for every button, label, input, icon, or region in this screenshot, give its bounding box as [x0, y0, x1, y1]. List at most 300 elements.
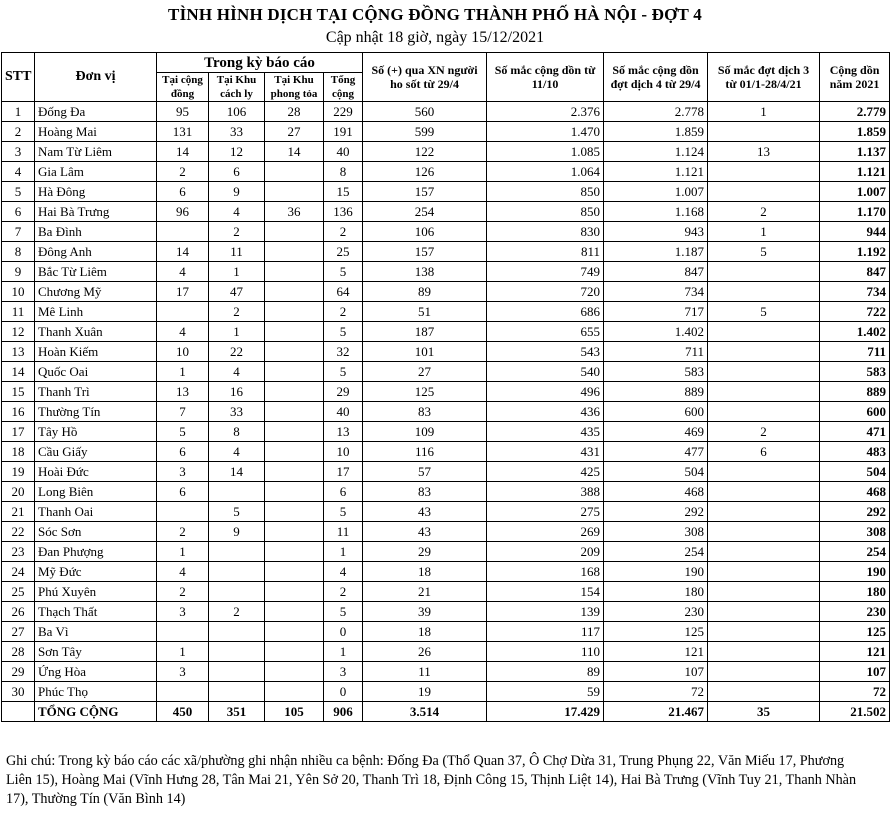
- cell-lockdown: [265, 422, 324, 442]
- cell-cum-2021: 292: [820, 502, 890, 522]
- cell-total: 191: [324, 122, 363, 142]
- cell-unit: Hà Đông: [35, 182, 157, 202]
- cell-unit: Đan Phượng: [35, 542, 157, 562]
- cell-cum-1110: 275: [487, 502, 604, 522]
- cell-positive: 89: [363, 282, 487, 302]
- cell-isolation: 6: [209, 162, 265, 182]
- cell-stt: 30: [2, 682, 35, 702]
- header-cum-2021: Cộng dồn năm 2021: [820, 53, 890, 102]
- cell-isolation: 2: [209, 222, 265, 242]
- cell-total: 10: [324, 442, 363, 462]
- cell-cum-2021: 889: [820, 382, 890, 402]
- cell-unit: Hoàng Mai: [35, 122, 157, 142]
- cell-cum-2021: 1.859: [820, 122, 890, 142]
- cell-total: 32: [324, 342, 363, 362]
- cell-cum-2021: 722: [820, 302, 890, 322]
- cell-cum-1110: 655: [487, 322, 604, 342]
- total-cum-2021: 21.502: [820, 702, 890, 722]
- cell-unit: Thanh Oai: [35, 502, 157, 522]
- cell-positive: 560: [363, 102, 487, 122]
- cell-cum-wave4: 254: [604, 542, 708, 562]
- cell-wave3: [708, 482, 820, 502]
- cell-total: 11: [324, 522, 363, 542]
- cell-positive: 157: [363, 242, 487, 262]
- header-positive: Số (+) qua XN người ho sốt từ 29/4: [363, 53, 487, 102]
- header-community: Tại cộng đồng: [157, 73, 209, 102]
- table-row: [2, 342, 890, 362]
- cell-cum-1110: 850: [487, 182, 604, 202]
- table-row: [2, 562, 890, 582]
- table-row: [2, 682, 890, 702]
- cell-isolation: 9: [209, 182, 265, 202]
- cell-lockdown: 36: [265, 202, 324, 222]
- cell-cum-2021: 471: [820, 422, 890, 442]
- cell-cum-wave4: 847: [604, 262, 708, 282]
- cell-lockdown: [265, 522, 324, 542]
- cell-cum-wave4: 1.187: [604, 242, 708, 262]
- cell-positive: 18: [363, 562, 487, 582]
- cell-cum-2021: 1.007: [820, 182, 890, 202]
- cell-lockdown: [265, 182, 324, 202]
- cell-wave3: [708, 342, 820, 362]
- cell-unit: Ba Đình: [35, 222, 157, 242]
- cell-cum-2021: 583: [820, 362, 890, 382]
- cell-cum-2021: 308: [820, 522, 890, 542]
- cell-stt: 1: [2, 102, 35, 122]
- cell-wave3: [708, 582, 820, 602]
- footnote: Ghi chú: Trong kỳ báo cáo các xã/phường ghi nhận nhiều ca bệnh: Đống Đa (Thổ Quan 37, Ô Chợ Dừa 31, Trung Phụng 22, Văn Miếu 17, Phương Liên 15), Hoàng Mai (Vĩnh Hưng 28, Tân Mai 21, Yên Sở 20, Thanh Trì 18, Định Công 15, Thịnh Liệt 14), Hai Bà Trưng (Vĩnh Tuy 21, Thanh Nhàn 17), Thường Tín (Văn Bình 14): [6, 753, 857, 807]
- cell-unit: Quốc Oai: [35, 362, 157, 382]
- cell-community: 13: [157, 382, 209, 402]
- cell-community: [157, 502, 209, 522]
- table-row: [2, 442, 890, 462]
- cell-wave3: [708, 262, 820, 282]
- cell-cum-wave4: 1.859: [604, 122, 708, 142]
- cell-lockdown: [265, 542, 324, 562]
- cell-unit: Tây Hồ: [35, 422, 157, 442]
- table-row: [2, 482, 890, 502]
- cell-cum-2021: 125: [820, 622, 890, 642]
- cell-positive: 21: [363, 582, 487, 602]
- cell-isolation: [209, 622, 265, 642]
- cell-positive: 599: [363, 122, 487, 142]
- cell-cum-1110: 110: [487, 642, 604, 662]
- total-community: 450: [157, 702, 209, 722]
- cell-lockdown: [265, 402, 324, 422]
- cell-unit: Hai Bà Trưng: [35, 202, 157, 222]
- cell-stt: 24: [2, 562, 35, 582]
- cell-cum-2021: 190: [820, 562, 890, 582]
- cell-wave3: [708, 122, 820, 142]
- cell-wave3: [708, 662, 820, 682]
- cell-cum-2021: 254: [820, 542, 890, 562]
- cell-cum-1110: 154: [487, 582, 604, 602]
- cell-cum-1110: 1.470: [487, 122, 604, 142]
- cell-positive: 116: [363, 442, 487, 462]
- cell-cum-2021: 1.170: [820, 202, 890, 222]
- cell-cum-1110: 830: [487, 222, 604, 242]
- cell-positive: 125: [363, 382, 487, 402]
- cell-wave3: 5: [708, 302, 820, 322]
- cell-cum-1110: 435: [487, 422, 604, 442]
- cell-isolation: 106: [209, 102, 265, 122]
- cell-isolation: 11: [209, 242, 265, 262]
- table-row: [2, 662, 890, 682]
- cell-unit: Cầu Giấy: [35, 442, 157, 462]
- header-cum-1110: Số mắc cộng dồn từ 11/10: [487, 53, 604, 102]
- cell-total: 64: [324, 282, 363, 302]
- cell-stt: 11: [2, 302, 35, 322]
- cell-positive: 254: [363, 202, 487, 222]
- cell-stt: 21: [2, 502, 35, 522]
- cell-unit: Chương Mỹ: [35, 282, 157, 302]
- cell-cum-2021: 1.137: [820, 142, 890, 162]
- cell-cum-2021: 107: [820, 662, 890, 682]
- cell-stt: 8: [2, 242, 35, 262]
- table-row: [2, 222, 890, 242]
- cell-wave3: [708, 382, 820, 402]
- header-cum-wave4: Số mắc cộng dồn đợt dịch 4 từ 29/4: [604, 53, 708, 102]
- table-row: [2, 262, 890, 282]
- cell-cum-wave4: 717: [604, 302, 708, 322]
- cell-cum-2021: 504: [820, 462, 890, 482]
- cell-isolation: 2: [209, 602, 265, 622]
- cell-cum-2021: 468: [820, 482, 890, 502]
- cell-cum-wave4: 1.124: [604, 142, 708, 162]
- cell-wave3: [708, 402, 820, 422]
- cell-cum-wave4: 469: [604, 422, 708, 442]
- cell-community: 14: [157, 142, 209, 162]
- cell-stt: 15: [2, 382, 35, 402]
- cell-community: 6: [157, 482, 209, 502]
- cell-wave3: [708, 642, 820, 662]
- table-row: [2, 362, 890, 382]
- cell-total: 40: [324, 402, 363, 422]
- cell-cum-wave4: 1.402: [604, 322, 708, 342]
- cell-lockdown: [265, 162, 324, 182]
- table-row: [2, 622, 890, 642]
- cell-wave3: [708, 462, 820, 482]
- cell-cum-1110: 686: [487, 302, 604, 322]
- table-row: [2, 302, 890, 322]
- cell-isolation: 33: [209, 402, 265, 422]
- cell-positive: 26: [363, 642, 487, 662]
- table-row: [2, 242, 890, 262]
- cell-community: [157, 682, 209, 702]
- table-row: [2, 122, 890, 142]
- cell-total: 1: [324, 542, 363, 562]
- cell-total: 15: [324, 182, 363, 202]
- cell-community: [157, 302, 209, 322]
- cell-cum-wave4: 121: [604, 642, 708, 662]
- cell-stt: 5: [2, 182, 35, 202]
- cell-total: 6: [324, 482, 363, 502]
- cell-isolation: 33: [209, 122, 265, 142]
- header-wave3: Số mắc đợt dịch 3 từ 01/1-28/4/21: [708, 53, 820, 102]
- cell-stt: 9: [2, 262, 35, 282]
- cell-community: 2: [157, 522, 209, 542]
- cell-total: 3: [324, 662, 363, 682]
- cell-lockdown: [265, 642, 324, 662]
- total-wave3: 35: [708, 702, 820, 722]
- table-row: [2, 322, 890, 342]
- total-stt-cell: [2, 702, 35, 722]
- cell-community: [157, 622, 209, 642]
- cell-cum-2021: 72: [820, 682, 890, 702]
- cell-cum-wave4: 477: [604, 442, 708, 462]
- cell-lockdown: [265, 462, 324, 482]
- table-row: [2, 162, 890, 182]
- cell-cum-2021: 180: [820, 582, 890, 602]
- table-row: [2, 382, 890, 402]
- cell-cum-1110: 168: [487, 562, 604, 582]
- cell-lockdown: 27: [265, 122, 324, 142]
- cell-stt: 7: [2, 222, 35, 242]
- cell-total: 0: [324, 622, 363, 642]
- cell-cum-1110: 431: [487, 442, 604, 462]
- table-row: [2, 522, 890, 542]
- cell-cum-1110: 543: [487, 342, 604, 362]
- cell-cum-wave4: 504: [604, 462, 708, 482]
- cell-wave3: [708, 602, 820, 622]
- cell-wave3: [708, 622, 820, 642]
- cell-total: 17: [324, 462, 363, 482]
- cell-unit: Gia Lâm: [35, 162, 157, 182]
- cell-cum-1110: 850: [487, 202, 604, 222]
- cell-cum-1110: 496: [487, 382, 604, 402]
- cell-isolation: 47: [209, 282, 265, 302]
- cell-cum-1110: 209: [487, 542, 604, 562]
- table-row: [2, 102, 890, 122]
- cell-positive: 18: [363, 622, 487, 642]
- cell-unit: Sơn Tây: [35, 642, 157, 662]
- cell-unit: Bắc Từ Liêm: [35, 262, 157, 282]
- cell-cum-2021: 121: [820, 642, 890, 662]
- cell-stt: 16: [2, 402, 35, 422]
- cell-cum-wave4: 600: [604, 402, 708, 422]
- table-row: [2, 422, 890, 442]
- table-row: [2, 582, 890, 602]
- cell-community: 5: [157, 422, 209, 442]
- cell-community: 3: [157, 462, 209, 482]
- cell-total: 229: [324, 102, 363, 122]
- cell-cum-wave4: 190: [604, 562, 708, 582]
- cell-wave3: 1: [708, 222, 820, 242]
- cell-cum-wave4: 468: [604, 482, 708, 502]
- cell-total: 40: [324, 142, 363, 162]
- cell-stt: 23: [2, 542, 35, 562]
- cell-positive: 11: [363, 662, 487, 682]
- cell-positive: 43: [363, 522, 487, 542]
- cell-stt: 26: [2, 602, 35, 622]
- cell-community: 96: [157, 202, 209, 222]
- cell-isolation: [209, 642, 265, 662]
- cell-stt: 14: [2, 362, 35, 382]
- cell-community: 14: [157, 242, 209, 262]
- cell-unit: Phú Xuyên: [35, 582, 157, 602]
- cell-total: 2: [324, 302, 363, 322]
- cell-wave3: [708, 542, 820, 562]
- cell-isolation: [209, 542, 265, 562]
- cell-cum-1110: 749: [487, 262, 604, 282]
- cell-stt: 3: [2, 142, 35, 162]
- cell-wave3: [708, 502, 820, 522]
- cell-stt: 28: [2, 642, 35, 662]
- cell-wave3: [708, 522, 820, 542]
- cell-wave3: 2: [708, 422, 820, 442]
- cell-wave3: 5: [708, 242, 820, 262]
- cell-positive: 101: [363, 342, 487, 362]
- cell-positive: 19: [363, 682, 487, 702]
- cell-wave3: [708, 182, 820, 202]
- cell-wave3: 2: [708, 202, 820, 222]
- cell-wave3: 6: [708, 442, 820, 462]
- cell-cum-1110: 89: [487, 662, 604, 682]
- cell-cum-wave4: 711: [604, 342, 708, 362]
- cell-isolation: 8: [209, 422, 265, 442]
- cell-positive: 157: [363, 182, 487, 202]
- cell-positive: 106: [363, 222, 487, 242]
- cell-isolation: 9: [209, 522, 265, 542]
- cell-total: 25: [324, 242, 363, 262]
- cell-lockdown: [265, 262, 324, 282]
- cell-wave3: [708, 282, 820, 302]
- cases-table: [1, 52, 890, 722]
- cell-cum-wave4: 125: [604, 622, 708, 642]
- cell-stt: 4: [2, 162, 35, 182]
- cell-unit: Hoàn Kiếm: [35, 342, 157, 362]
- cell-lockdown: [265, 242, 324, 262]
- cell-cum-2021: 1.402: [820, 322, 890, 342]
- cell-cum-2021: 944: [820, 222, 890, 242]
- cell-lockdown: 14: [265, 142, 324, 162]
- cell-unit: Long Biên: [35, 482, 157, 502]
- cell-unit: Thanh Trì: [35, 382, 157, 402]
- cell-lockdown: [265, 622, 324, 642]
- cell-total: 5: [324, 322, 363, 342]
- header-stt: STT: [2, 53, 35, 102]
- cell-cum-2021: 711: [820, 342, 890, 362]
- cell-positive: 27: [363, 362, 487, 382]
- cell-positive: 122: [363, 142, 487, 162]
- report-subtitle: Cập nhật 18 giờ, ngày 15/12/2021: [325, 29, 545, 46]
- cell-positive: 83: [363, 482, 487, 502]
- total-label: TỔNG CỘNG: [35, 702, 157, 722]
- cell-community: 7: [157, 402, 209, 422]
- cell-community: 1: [157, 362, 209, 382]
- cell-cum-1110: 139: [487, 602, 604, 622]
- cell-community: 6: [157, 442, 209, 462]
- cell-cum-1110: 59: [487, 682, 604, 702]
- cell-isolation: [209, 562, 265, 582]
- cell-community: 6: [157, 182, 209, 202]
- table-body: [2, 102, 890, 702]
- cell-cum-wave4: 107: [604, 662, 708, 682]
- cell-unit: Ba Vì: [35, 622, 157, 642]
- cell-cum-1110: 1.085: [487, 142, 604, 162]
- cell-stt: 19: [2, 462, 35, 482]
- cell-community: [157, 222, 209, 242]
- cell-total: 5: [324, 502, 363, 522]
- cell-cum-wave4: 583: [604, 362, 708, 382]
- cell-lockdown: [265, 482, 324, 502]
- cell-lockdown: [265, 502, 324, 522]
- total-total: 906: [324, 702, 363, 722]
- cell-community: 1: [157, 642, 209, 662]
- cell-unit: Thạch Thất: [35, 602, 157, 622]
- cell-cum-wave4: 72: [604, 682, 708, 702]
- cell-cum-2021: 230: [820, 602, 890, 622]
- cell-community: 17: [157, 282, 209, 302]
- total-row: [2, 702, 890, 722]
- cell-wave3: [708, 682, 820, 702]
- cell-isolation: 16: [209, 382, 265, 402]
- cell-unit: Hoài Đức: [35, 462, 157, 482]
- cell-lockdown: [265, 222, 324, 242]
- cell-isolation: 1: [209, 322, 265, 342]
- cell-isolation: 14: [209, 462, 265, 482]
- cell-cum-wave4: 1.121: [604, 162, 708, 182]
- cell-total: 8: [324, 162, 363, 182]
- cell-lockdown: [265, 362, 324, 382]
- total-cum-wave4: 21.467: [604, 702, 708, 722]
- cell-total: 29: [324, 382, 363, 402]
- cell-isolation: 22: [209, 342, 265, 362]
- cell-cum-2021: 734: [820, 282, 890, 302]
- header-unit: Đơn vị: [35, 53, 157, 102]
- cell-unit: Nam Từ Liêm: [35, 142, 157, 162]
- cell-unit: Thanh Xuân: [35, 322, 157, 342]
- cell-positive: 43: [363, 502, 487, 522]
- cell-cum-1110: 425: [487, 462, 604, 482]
- cell-total: 4: [324, 562, 363, 582]
- cell-stt: 17: [2, 422, 35, 442]
- cell-lockdown: [265, 322, 324, 342]
- cell-positive: 57: [363, 462, 487, 482]
- total-lockdown: 105: [265, 702, 324, 722]
- cell-lockdown: [265, 382, 324, 402]
- cell-isolation: [209, 482, 265, 502]
- cell-cum-1110: 1.064: [487, 162, 604, 182]
- cell-community: 131: [157, 122, 209, 142]
- cell-isolation: 4: [209, 442, 265, 462]
- table-row: [2, 542, 890, 562]
- cell-cum-wave4: 1.007: [604, 182, 708, 202]
- table-row: [2, 642, 890, 662]
- cell-cum-2021: 483: [820, 442, 890, 462]
- cell-community: 10: [157, 342, 209, 362]
- cell-stt: 12: [2, 322, 35, 342]
- table-row: [2, 402, 890, 422]
- cell-unit: Đống Đa: [35, 102, 157, 122]
- cell-isolation: [209, 662, 265, 682]
- cell-isolation: 12: [209, 142, 265, 162]
- cell-stt: 6: [2, 202, 35, 222]
- table-row: [2, 602, 890, 622]
- cell-community: 1: [157, 542, 209, 562]
- cell-total: 0: [324, 682, 363, 702]
- cell-isolation: 2: [209, 302, 265, 322]
- cell-total: 5: [324, 602, 363, 622]
- cell-stt: 22: [2, 522, 35, 542]
- cell-positive: 29: [363, 542, 487, 562]
- cell-stt: 18: [2, 442, 35, 462]
- cell-cum-1110: 2.376: [487, 102, 604, 122]
- cell-community: 3: [157, 662, 209, 682]
- cell-lockdown: [265, 342, 324, 362]
- cell-total: 5: [324, 362, 363, 382]
- cell-cum-2021: 2.779: [820, 102, 890, 122]
